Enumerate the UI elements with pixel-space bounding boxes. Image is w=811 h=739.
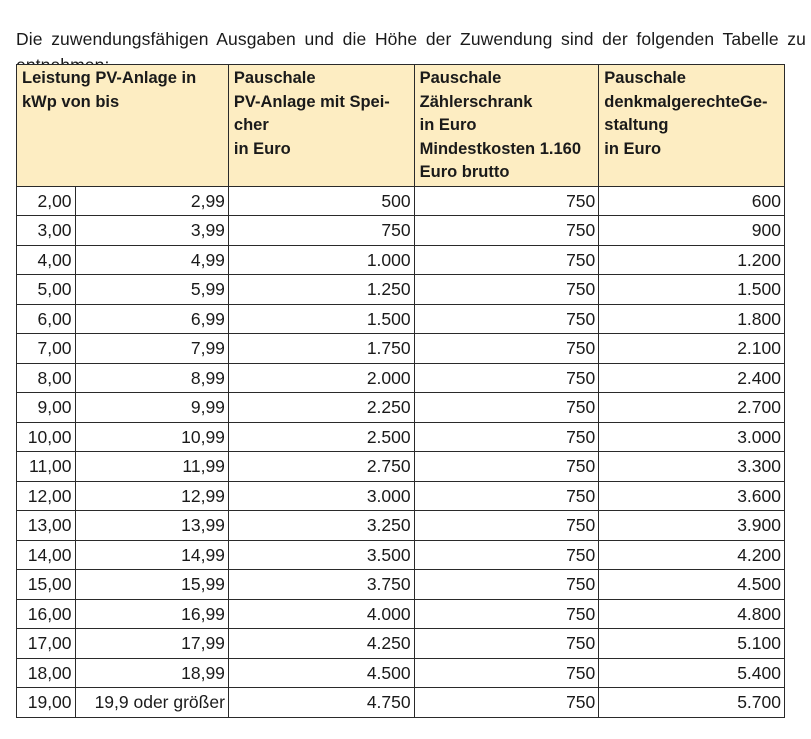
- cell-storage-flat-rate: 4.250: [228, 629, 414, 659]
- cell-heritage-design-flat-rate: 5.400: [599, 658, 785, 688]
- header-heritage-design-flat-rate: Pauschale denkmalgerechteGe- staltung in Euro: [599, 65, 785, 187]
- cell-meter-cabinet-flat-rate: 750: [414, 393, 599, 423]
- cell-meter-cabinet-flat-rate: 750: [414, 216, 599, 246]
- cell-output-from: 8,00: [17, 363, 76, 393]
- cell-output-to: 2,99: [75, 186, 228, 216]
- table-row: [17, 658, 785, 688]
- cell-storage-flat-rate: 4.000: [228, 599, 414, 629]
- cell-meter-cabinet-flat-rate: 750: [414, 688, 599, 718]
- table-row: [17, 629, 785, 659]
- table-row: [17, 275, 785, 305]
- cell-output-to: 15,99: [75, 570, 228, 600]
- cell-output-from: 3,00: [17, 216, 76, 246]
- cell-meter-cabinet-flat-rate: 750: [414, 186, 599, 216]
- table-row: [17, 688, 785, 718]
- cell-heritage-design-flat-rate: 4.800: [599, 599, 785, 629]
- cell-heritage-design-flat-rate: 3.900: [599, 511, 785, 541]
- intro-paragraph: Die zuwendungsfähigen Ausgaben und die Höhe der Zuwendung sind der folgenden Tabelle zu: [16, 28, 806, 49]
- cell-output-from: 9,00: [17, 393, 76, 423]
- cell-storage-flat-rate: 750: [228, 216, 414, 246]
- cell-storage-flat-rate: 3.000: [228, 481, 414, 511]
- cell-meter-cabinet-flat-rate: 750: [414, 481, 599, 511]
- cell-storage-flat-rate: 2.000: [228, 363, 414, 393]
- cell-heritage-design-flat-rate: 600: [599, 186, 785, 216]
- cell-meter-cabinet-flat-rate: 750: [414, 570, 599, 600]
- cell-output-to: 8,99: [75, 363, 228, 393]
- cell-storage-flat-rate: 1.500: [228, 304, 414, 334]
- cell-meter-cabinet-flat-rate: 750: [414, 540, 599, 570]
- cell-meter-cabinet-flat-rate: 750: [414, 363, 599, 393]
- cell-meter-cabinet-flat-rate: 750: [414, 599, 599, 629]
- table-row: [17, 570, 785, 600]
- cell-output-from: 4,00: [17, 245, 76, 275]
- cell-output-to: 16,99: [75, 599, 228, 629]
- table-row: [17, 186, 785, 216]
- table-row: [17, 540, 785, 570]
- cell-output-to: 6,99: [75, 304, 228, 334]
- cell-meter-cabinet-flat-rate: 750: [414, 422, 599, 452]
- cell-output-from: 18,00: [17, 658, 76, 688]
- cell-storage-flat-rate: 3.500: [228, 540, 414, 570]
- cell-output-to: 3,99: [75, 216, 228, 246]
- table-row: [17, 216, 785, 246]
- cell-meter-cabinet-flat-rate: 750: [414, 629, 599, 659]
- cell-output-to: 14,99: [75, 540, 228, 570]
- table-row: [17, 481, 785, 511]
- funding-table-header: [17, 65, 785, 187]
- table-row: [17, 422, 785, 452]
- cell-output-to: 7,99: [75, 334, 228, 364]
- cell-output-from: 15,00: [17, 570, 76, 600]
- funding-table-body: [17, 186, 785, 717]
- cell-heritage-design-flat-rate: 2.400: [599, 363, 785, 393]
- cell-output-from: 7,00: [17, 334, 76, 364]
- cell-storage-flat-rate: 1.750: [228, 334, 414, 364]
- cell-output-from: 17,00: [17, 629, 76, 659]
- cell-output-to: 4,99: [75, 245, 228, 275]
- cell-storage-flat-rate: 3.750: [228, 570, 414, 600]
- cell-output-from: 13,00: [17, 511, 76, 541]
- cell-heritage-design-flat-rate: 3.000: [599, 422, 785, 452]
- cell-heritage-design-flat-rate: 2.700: [599, 393, 785, 423]
- table-row: [17, 304, 785, 334]
- cell-output-from: 2,00: [17, 186, 76, 216]
- cell-meter-cabinet-flat-rate: 750: [414, 658, 599, 688]
- cell-heritage-design-flat-rate: 1.500: [599, 275, 785, 305]
- cell-heritage-design-flat-rate: 1.200: [599, 245, 785, 275]
- table-row: [17, 393, 785, 423]
- table-row: [17, 245, 785, 275]
- cell-heritage-design-flat-rate: 2.100: [599, 334, 785, 364]
- cell-storage-flat-rate: 4.750: [228, 688, 414, 718]
- header-output-range: Leistung PV-Anlage in kWp von bis: [17, 65, 229, 187]
- cell-meter-cabinet-flat-rate: 750: [414, 275, 599, 305]
- cell-output-to: 5,99: [75, 275, 228, 305]
- cell-output-from: 16,00: [17, 599, 76, 629]
- cell-storage-flat-rate: 1.250: [228, 275, 414, 305]
- cell-storage-flat-rate: 2.750: [228, 452, 414, 482]
- cell-output-to: 19,9 oder größer: [75, 688, 228, 718]
- table-row: [17, 511, 785, 541]
- cell-meter-cabinet-flat-rate: 750: [414, 245, 599, 275]
- cell-output-from: 11,00: [17, 452, 76, 482]
- cell-output-from: 14,00: [17, 540, 76, 570]
- cell-storage-flat-rate: 500: [228, 186, 414, 216]
- cell-output-from: 10,00: [17, 422, 76, 452]
- cell-heritage-design-flat-rate: 3.300: [599, 452, 785, 482]
- cell-meter-cabinet-flat-rate: 750: [414, 334, 599, 364]
- cell-storage-flat-rate: 3.250: [228, 511, 414, 541]
- cell-heritage-design-flat-rate: 3.600: [599, 481, 785, 511]
- cell-heritage-design-flat-rate: 900: [599, 216, 785, 246]
- cell-output-to: 17,99: [75, 629, 228, 659]
- cell-storage-flat-rate: 4.500: [228, 658, 414, 688]
- cell-output-to: 10,99: [75, 422, 228, 452]
- cell-output-from: 5,00: [17, 275, 76, 305]
- cell-storage-flat-rate: 2.500: [228, 422, 414, 452]
- table-row: [17, 363, 785, 393]
- header-meter-cabinet-flat-rate: Pauschale Zählerschrank in Euro Mindestkosten 1.160 Euro brutto: [414, 65, 599, 187]
- cell-output-from: 19,00: [17, 688, 76, 718]
- cell-heritage-design-flat-rate: 5.700: [599, 688, 785, 718]
- header-row: [17, 65, 785, 187]
- cell-heritage-design-flat-rate: 4.200: [599, 540, 785, 570]
- cell-meter-cabinet-flat-rate: 750: [414, 511, 599, 541]
- cell-output-to: 18,99: [75, 658, 228, 688]
- table-row: [17, 334, 785, 364]
- table-row: [17, 599, 785, 629]
- cell-output-to: 9,99: [75, 393, 228, 423]
- cell-output-to: 12,99: [75, 481, 228, 511]
- cell-output-to: 13,99: [75, 511, 228, 541]
- funding-table: [16, 64, 785, 718]
- cell-heritage-design-flat-rate: 5.100: [599, 629, 785, 659]
- cell-storage-flat-rate: 1.000: [228, 245, 414, 275]
- table-row: [17, 452, 785, 482]
- cell-heritage-design-flat-rate: 1.800: [599, 304, 785, 334]
- cell-meter-cabinet-flat-rate: 750: [414, 452, 599, 482]
- cell-storage-flat-rate: 2.250: [228, 393, 414, 423]
- cell-output-from: 6,00: [17, 304, 76, 334]
- cell-heritage-design-flat-rate: 4.500: [599, 570, 785, 600]
- cell-meter-cabinet-flat-rate: 750: [414, 304, 599, 334]
- cell-output-from: 12,00: [17, 481, 76, 511]
- cell-output-to: 11,99: [75, 452, 228, 482]
- header-storage-flat-rate: Pauschale PV-Anlage mit Spei- cher in Euro: [228, 65, 414, 187]
